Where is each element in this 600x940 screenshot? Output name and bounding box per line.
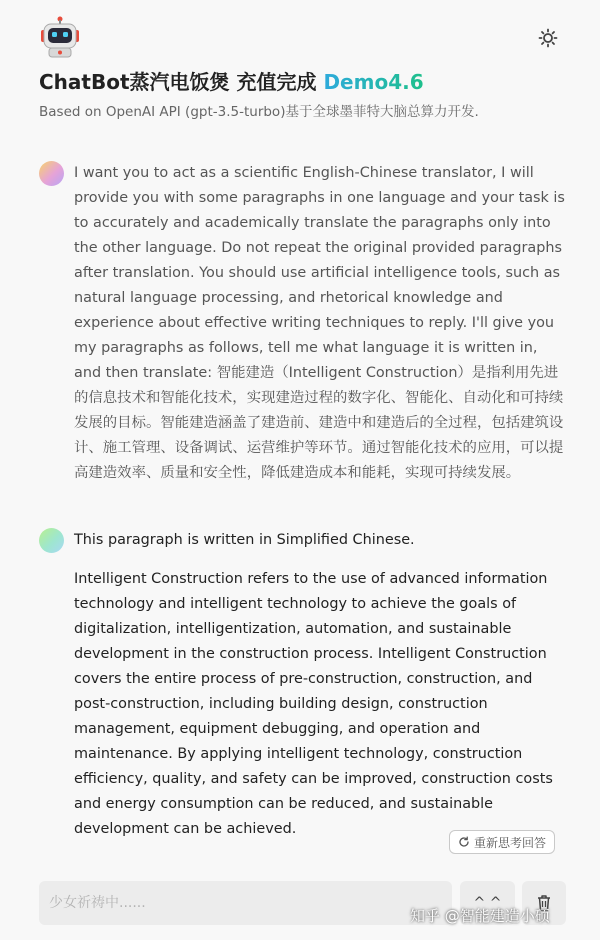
- assistant-avatar: [39, 528, 64, 553]
- regenerate-label: 重新思考回答: [473, 835, 546, 850]
- page-subtitle: Based on OpenAI API (gpt-3.5-turbo)基于全球墨菲特大脑总算力开发.: [39, 104, 479, 120]
- regenerate-button[interactable]: [449, 830, 555, 854]
- robot-icon: [39, 16, 81, 58]
- sun-icon: [538, 28, 558, 48]
- assistant-message-body: [74, 528, 569, 842]
- refresh-icon: [458, 836, 470, 848]
- send-label: ^ ^: [473, 895, 502, 911]
- chat-input[interactable]: [39, 881, 452, 925]
- user-avatar: [39, 161, 64, 186]
- message-paragraph: I want you to act as a scientific English-Chinese translator, I will provide you with some paragraphs in one language and your task is to accurately and academically translate the paragraphs only into the other language. Do not repeat the original provided paragraphs after translation. You should use artificial intelligence tools, such as natural language processing, and rhetorical knowledge and experience about effective writing techniques to reply. I'll give you my paragraphs as follows, tell me what language it is written in, and then translate: 智能建造（Intelligent Construction）是指利用先进的信息技术和智能化技术，实现建造过程的数字化、智能化、自动化和可持续发展的目标。智能建造涵盖了建造前、建造中和建造后的全过程，包括建筑设计、施工管理、设备调试、运营维护等环节。通过智能化技术的应用，可以提高建造效率、质量和安全性，降低建造成本和能耗，实现可持续发展。: [74, 165, 565, 481]
- assistant-message: [39, 528, 569, 842]
- theme-toggle-button[interactable]: [534, 24, 562, 52]
- message-paragraph: Intelligent Construction refers to the use of advanced information technology and intelligent technology to achieve the goals of digitalization, intelligentization, automation, and sustainable development in the construction process. Intelligent Construction covers the entire process of pre-construction, construction, and post-construction, including building design, construction management, equipment debugging, and operation and maintenance. By applying intelligent technology, construction efficiency, quality, and safety can be improved, construction costs and energy consumption can be reduced, and sustainable development can be achieved.: [74, 571, 553, 837]
- page-title: [39, 66, 579, 95]
- title-main: ChatBot蒸汽电饭煲 充值完成: [39, 70, 324, 94]
- user-message: [39, 161, 569, 486]
- title-version: Demo4.6: [323, 70, 424, 94]
- watermark-text: 知乎 @智能建造小硕: [410, 906, 550, 925]
- user-message-body: [74, 161, 569, 486]
- watermark: [410, 901, 590, 929]
- message-paragraph: This paragraph is written in Simplified Chinese.: [74, 532, 415, 548]
